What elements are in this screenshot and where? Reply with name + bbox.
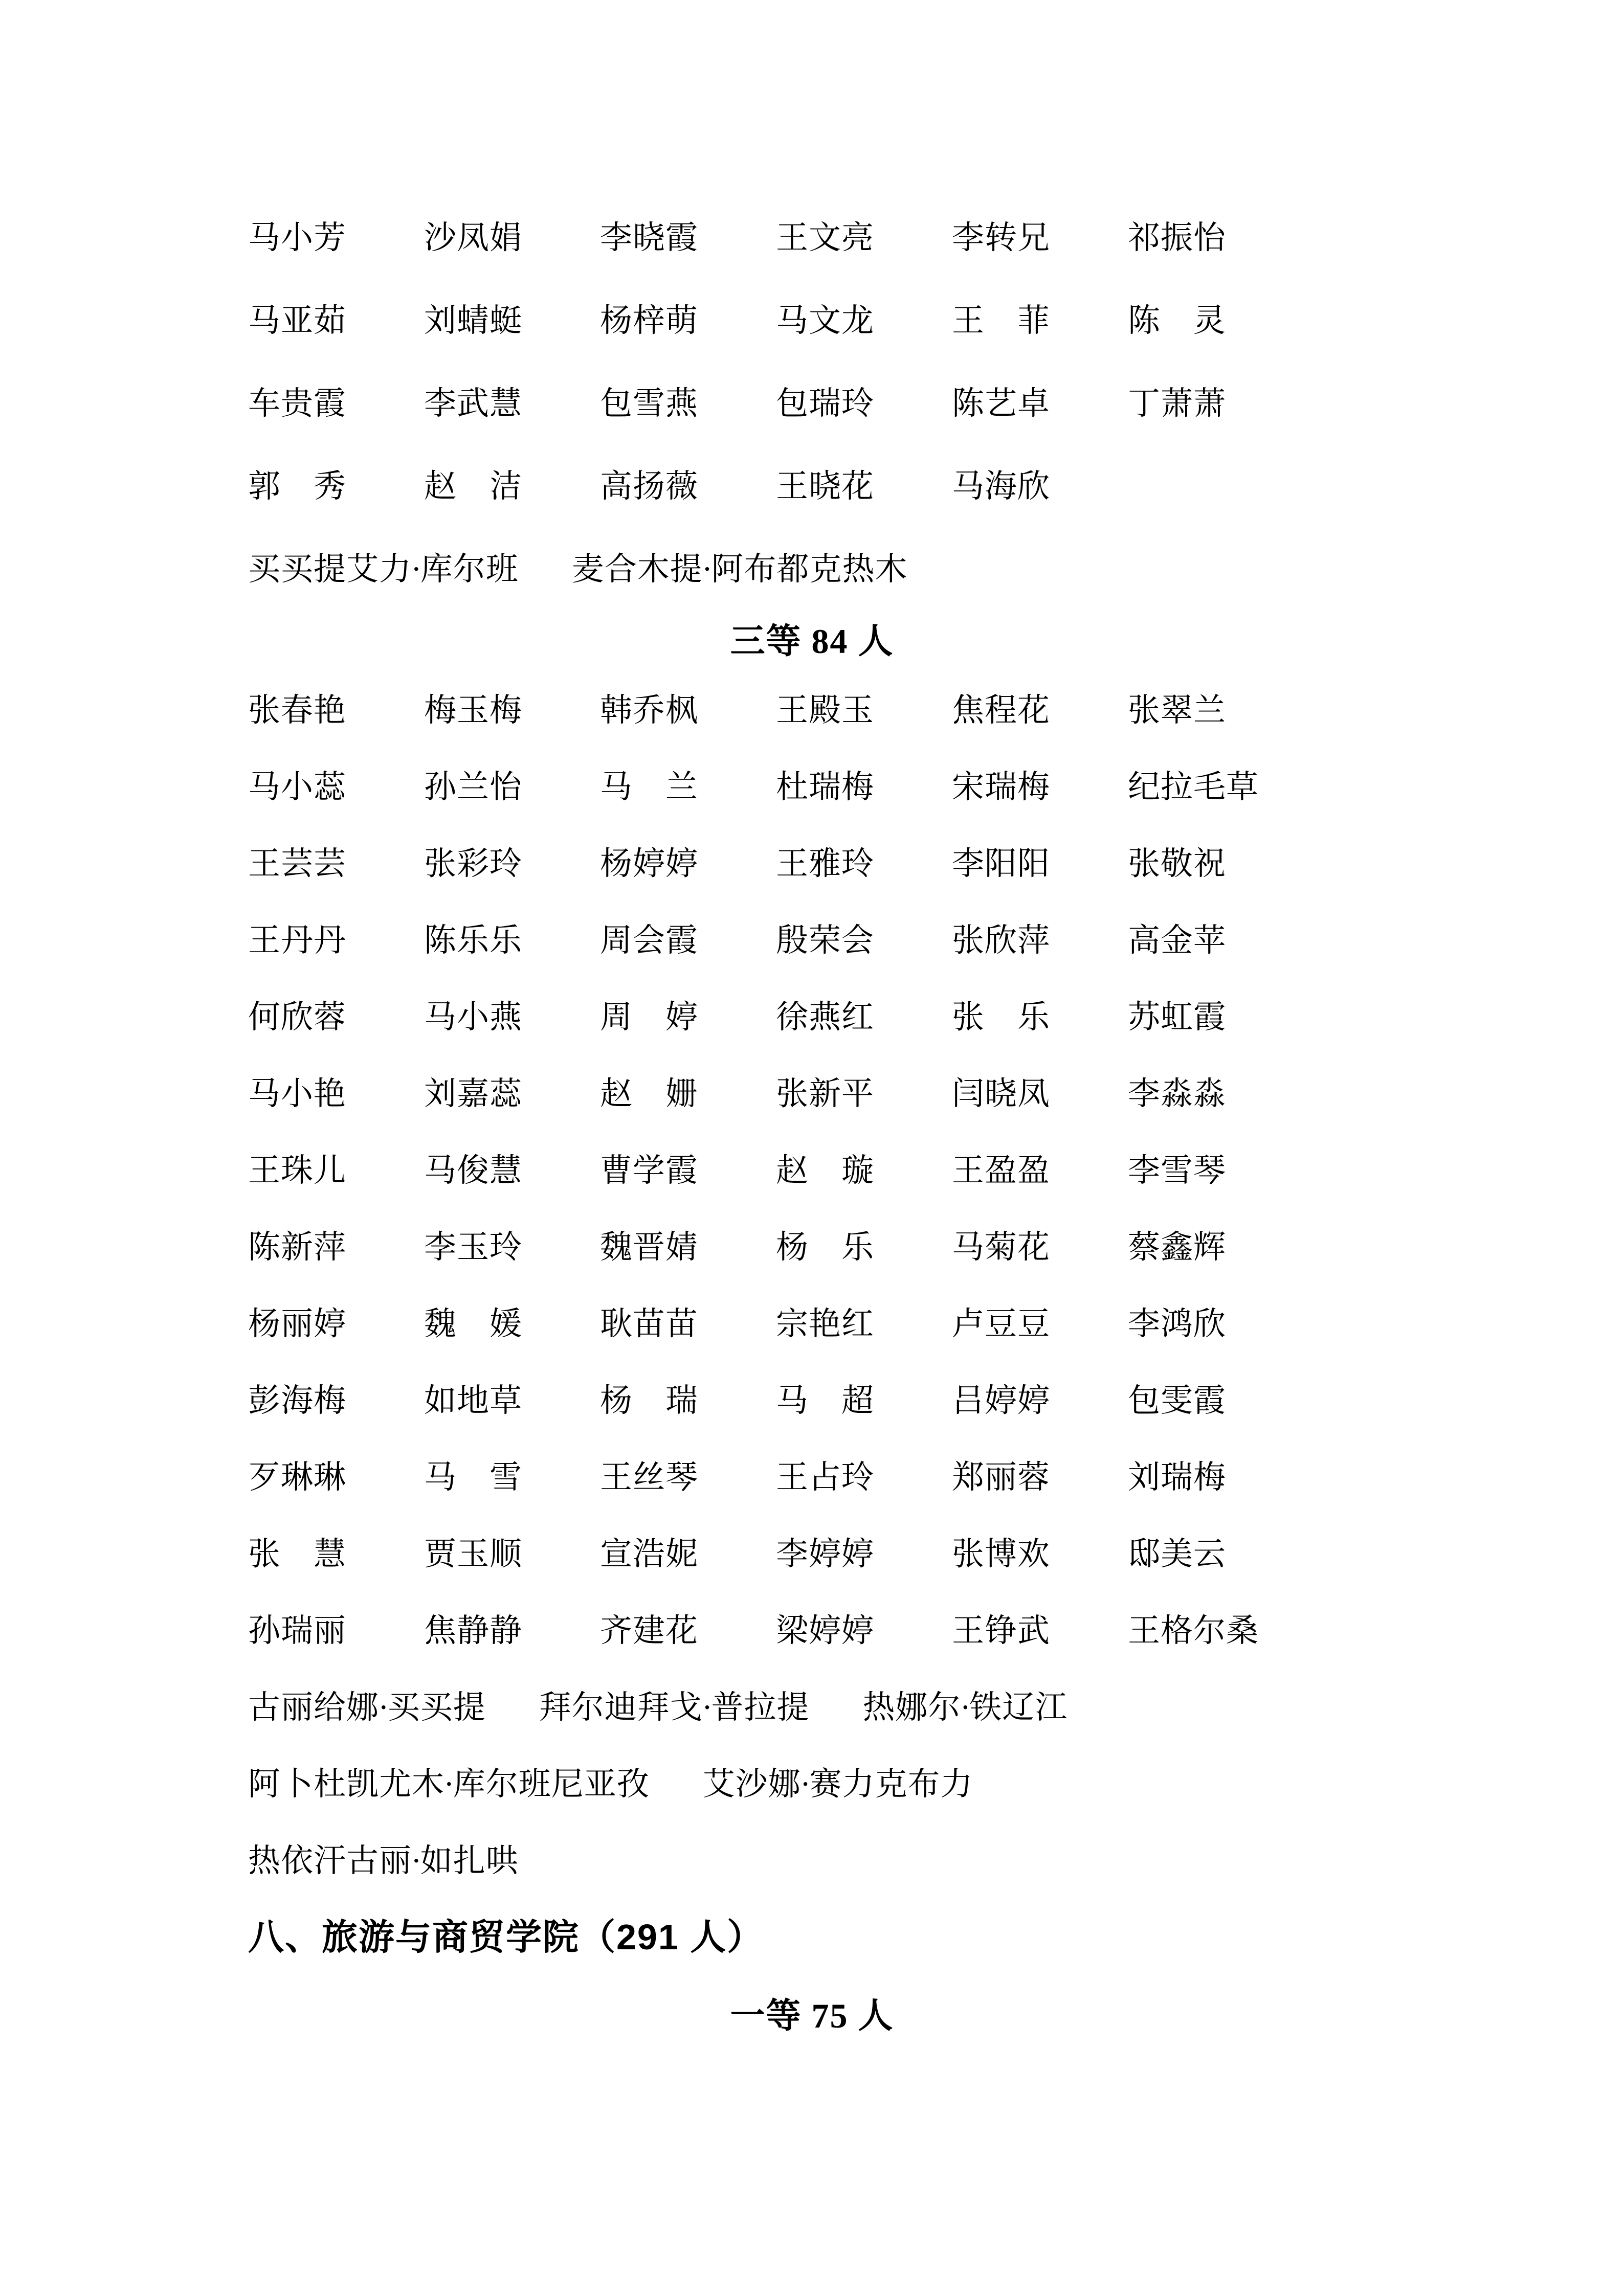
person-name: 刘瑞梅 <box>1128 1459 1226 1495</box>
person-name: 丁萧萧 <box>1128 385 1226 421</box>
person-name: 杨梓萌 <box>600 302 698 339</box>
person-name: 李晓霞 <box>600 219 698 256</box>
person-name: 祁振怡 <box>1128 219 1226 256</box>
person-name: 赵 璇 <box>776 1152 874 1188</box>
names-row <box>248 672 1624 749</box>
person-name: 王丹丹 <box>248 922 346 958</box>
person-name: 马 超 <box>776 1382 874 1419</box>
names-row <box>248 902 1624 979</box>
person-name: 马亚茹 <box>248 302 346 339</box>
person-name: 徐燕红 <box>776 999 874 1035</box>
person-name: 拜尔迪拜戈·普拉提 <box>539 1689 810 1725</box>
person-name: 李鸿欣 <box>1128 1305 1226 1342</box>
person-name: 李淼淼 <box>1128 1075 1226 1112</box>
person-name: 杨 瑞 <box>600 1382 698 1419</box>
person-name: 魏 媛 <box>424 1305 522 1342</box>
person-name: 殷荣会 <box>776 922 874 958</box>
person-name: 沙凤娟 <box>424 219 522 256</box>
person-name: 张彩玲 <box>424 845 522 882</box>
person-name: 马文龙 <box>776 302 874 339</box>
person-name: 赵 洁 <box>424 468 522 504</box>
person-name: 孙兰怡 <box>424 769 522 805</box>
person-name: 李玉玲 <box>424 1229 522 1265</box>
person-name: 李武慧 <box>424 385 522 421</box>
person-name: 如地草 <box>424 1382 522 1419</box>
person-name: 张敬祝 <box>1128 845 1226 882</box>
person-name: 张 慧 <box>248 1536 346 1572</box>
person-name: 张新平 <box>776 1075 874 1112</box>
person-name: 歹琳琳 <box>248 1459 346 1495</box>
person-name: 王铮武 <box>952 1612 1050 1649</box>
person-name: 李婷婷 <box>776 1536 874 1572</box>
person-name: 包雯霞 <box>1128 1382 1226 1419</box>
person-name: 马小燕 <box>424 999 522 1035</box>
person-name: 李转兄 <box>952 219 1050 256</box>
names-row <box>248 1209 1624 1286</box>
person-name: 宣浩妮 <box>600 1536 698 1572</box>
person-name: 马俊慧 <box>424 1152 522 1188</box>
names-row <box>248 1669 1624 1746</box>
person-name: 郑丽蓉 <box>952 1459 1050 1495</box>
person-name: 周 婷 <box>600 999 698 1035</box>
names-row <box>248 528 1624 611</box>
person-name: 吕婷婷 <box>952 1382 1050 1419</box>
person-name: 高扬薇 <box>600 468 698 504</box>
person-name: 杜瑞梅 <box>776 769 874 805</box>
person-name: 李阳阳 <box>952 845 1050 882</box>
person-name: 包瑞玲 <box>776 385 874 421</box>
person-name: 赵 姗 <box>600 1075 698 1112</box>
person-name: 贾玉顺 <box>424 1536 522 1572</box>
person-name: 彭海梅 <box>248 1382 346 1419</box>
names-row <box>248 362 1624 445</box>
person-name: 张春艳 <box>248 692 346 728</box>
person-name: 张博欢 <box>952 1536 1050 1572</box>
names-row <box>248 825 1624 902</box>
person-name: 艾沙娜·赛力克布力 <box>702 1766 973 1802</box>
person-name: 王占玲 <box>776 1459 874 1495</box>
person-name: 热依汗古丽·如扎哄 <box>248 1842 519 1879</box>
person-name: 陈新萍 <box>248 1229 346 1265</box>
names-row <box>248 1746 1624 1822</box>
names-row <box>248 445 1624 528</box>
person-name: 蔡鑫辉 <box>1128 1229 1226 1265</box>
person-name: 杨丽婷 <box>248 1305 346 1342</box>
person-name: 杨婷婷 <box>600 845 698 882</box>
first-grade-heading: 一等 75 人 <box>730 1996 894 2035</box>
person-name: 齐建花 <box>600 1612 698 1649</box>
person-name: 王 菲 <box>952 302 1050 339</box>
person-name: 马 兰 <box>600 769 698 805</box>
names-row <box>248 1055 1624 1132</box>
person-name: 梁婷婷 <box>776 1612 874 1649</box>
person-name: 马小艳 <box>248 1075 346 1112</box>
names-row <box>248 1286 1624 1362</box>
person-name: 王丝琴 <box>600 1459 698 1495</box>
person-name: 周会霞 <box>600 922 698 958</box>
person-name: 陈 灵 <box>1128 302 1226 339</box>
person-name: 张欣萍 <box>952 922 1050 958</box>
person-name: 麦合木提·阿布都克热木 <box>571 551 908 587</box>
person-name: 纪拉毛草 <box>1128 769 1259 805</box>
person-name: 刘嘉蕊 <box>424 1075 522 1112</box>
person-name: 王雅玲 <box>776 845 874 882</box>
person-name: 耿苗苗 <box>600 1305 698 1342</box>
person-name: 孙瑞丽 <box>248 1612 346 1649</box>
person-name: 焦程花 <box>952 692 1050 728</box>
person-name: 马小芳 <box>248 219 346 256</box>
person-name: 王格尔桑 <box>1128 1612 1259 1649</box>
person-name: 马菊花 <box>952 1229 1050 1265</box>
person-name: 曹学霞 <box>600 1152 698 1188</box>
college-heading: 八、旅游与商贸学院（291 人） <box>248 1917 764 1957</box>
person-name: 车贵霞 <box>248 385 346 421</box>
person-name: 热娜尔·铁辽江 <box>862 1689 1068 1725</box>
person-name: 王殿玉 <box>776 692 874 728</box>
names-row <box>248 1822 1624 1899</box>
person-name: 包雪燕 <box>600 385 698 421</box>
person-name: 王珠儿 <box>248 1152 346 1188</box>
person-name: 何欣蓉 <box>248 999 346 1035</box>
person-name: 王晓花 <box>776 468 874 504</box>
person-name: 刘蜻蜓 <box>424 302 522 339</box>
person-name: 马小蕊 <box>248 769 346 805</box>
person-name: 王文亮 <box>776 219 874 256</box>
person-name: 马海欣 <box>952 468 1050 504</box>
person-name: 张 乐 <box>952 999 1050 1035</box>
names-row <box>248 279 1624 362</box>
person-name: 陈艺卓 <box>952 385 1050 421</box>
person-name: 魏晋婧 <box>600 1229 698 1265</box>
person-name: 买买提艾力·库尔班 <box>248 551 519 587</box>
person-name: 马 雪 <box>424 1459 522 1495</box>
person-name: 王芸芸 <box>248 845 346 882</box>
third-grade-names <box>0 672 1624 1899</box>
person-name: 阿卜杜凯尤木·库尔班尼亚孜 <box>248 1766 650 1802</box>
third-grade-heading: 三等 84 人 <box>730 622 894 661</box>
names-row <box>248 1362 1624 1439</box>
person-name: 陈乐乐 <box>424 922 522 958</box>
names-row <box>248 1516 1624 1592</box>
person-name: 苏虹霞 <box>1128 999 1226 1035</box>
names-row <box>248 979 1624 1055</box>
person-name: 卢豆豆 <box>952 1305 1050 1342</box>
person-name: 古丽给娜·买买提 <box>248 1689 486 1725</box>
person-name: 焦静静 <box>424 1612 522 1649</box>
person-name: 郭 秀 <box>248 468 346 504</box>
person-name: 李雪琴 <box>1128 1152 1226 1188</box>
person-name: 宋瑞梅 <box>952 769 1050 805</box>
person-name: 张翠兰 <box>1128 692 1226 728</box>
person-name: 高金苹 <box>1128 922 1226 958</box>
second-grade-continuation-names <box>0 196 1624 611</box>
person-name: 宗艳红 <box>776 1305 874 1342</box>
person-name: 杨 乐 <box>776 1229 874 1265</box>
names-row <box>248 196 1624 279</box>
person-name: 王盈盈 <box>952 1152 1050 1188</box>
names-row <box>248 749 1624 825</box>
names-row <box>248 1132 1624 1209</box>
person-name: 韩乔枫 <box>600 692 698 728</box>
names-row <box>248 1439 1624 1516</box>
person-name: 梅玉梅 <box>424 692 522 728</box>
person-name: 闫晓凤 <box>952 1075 1050 1112</box>
person-name: 邸美云 <box>1128 1536 1226 1572</box>
names-row <box>248 1592 1624 1669</box>
